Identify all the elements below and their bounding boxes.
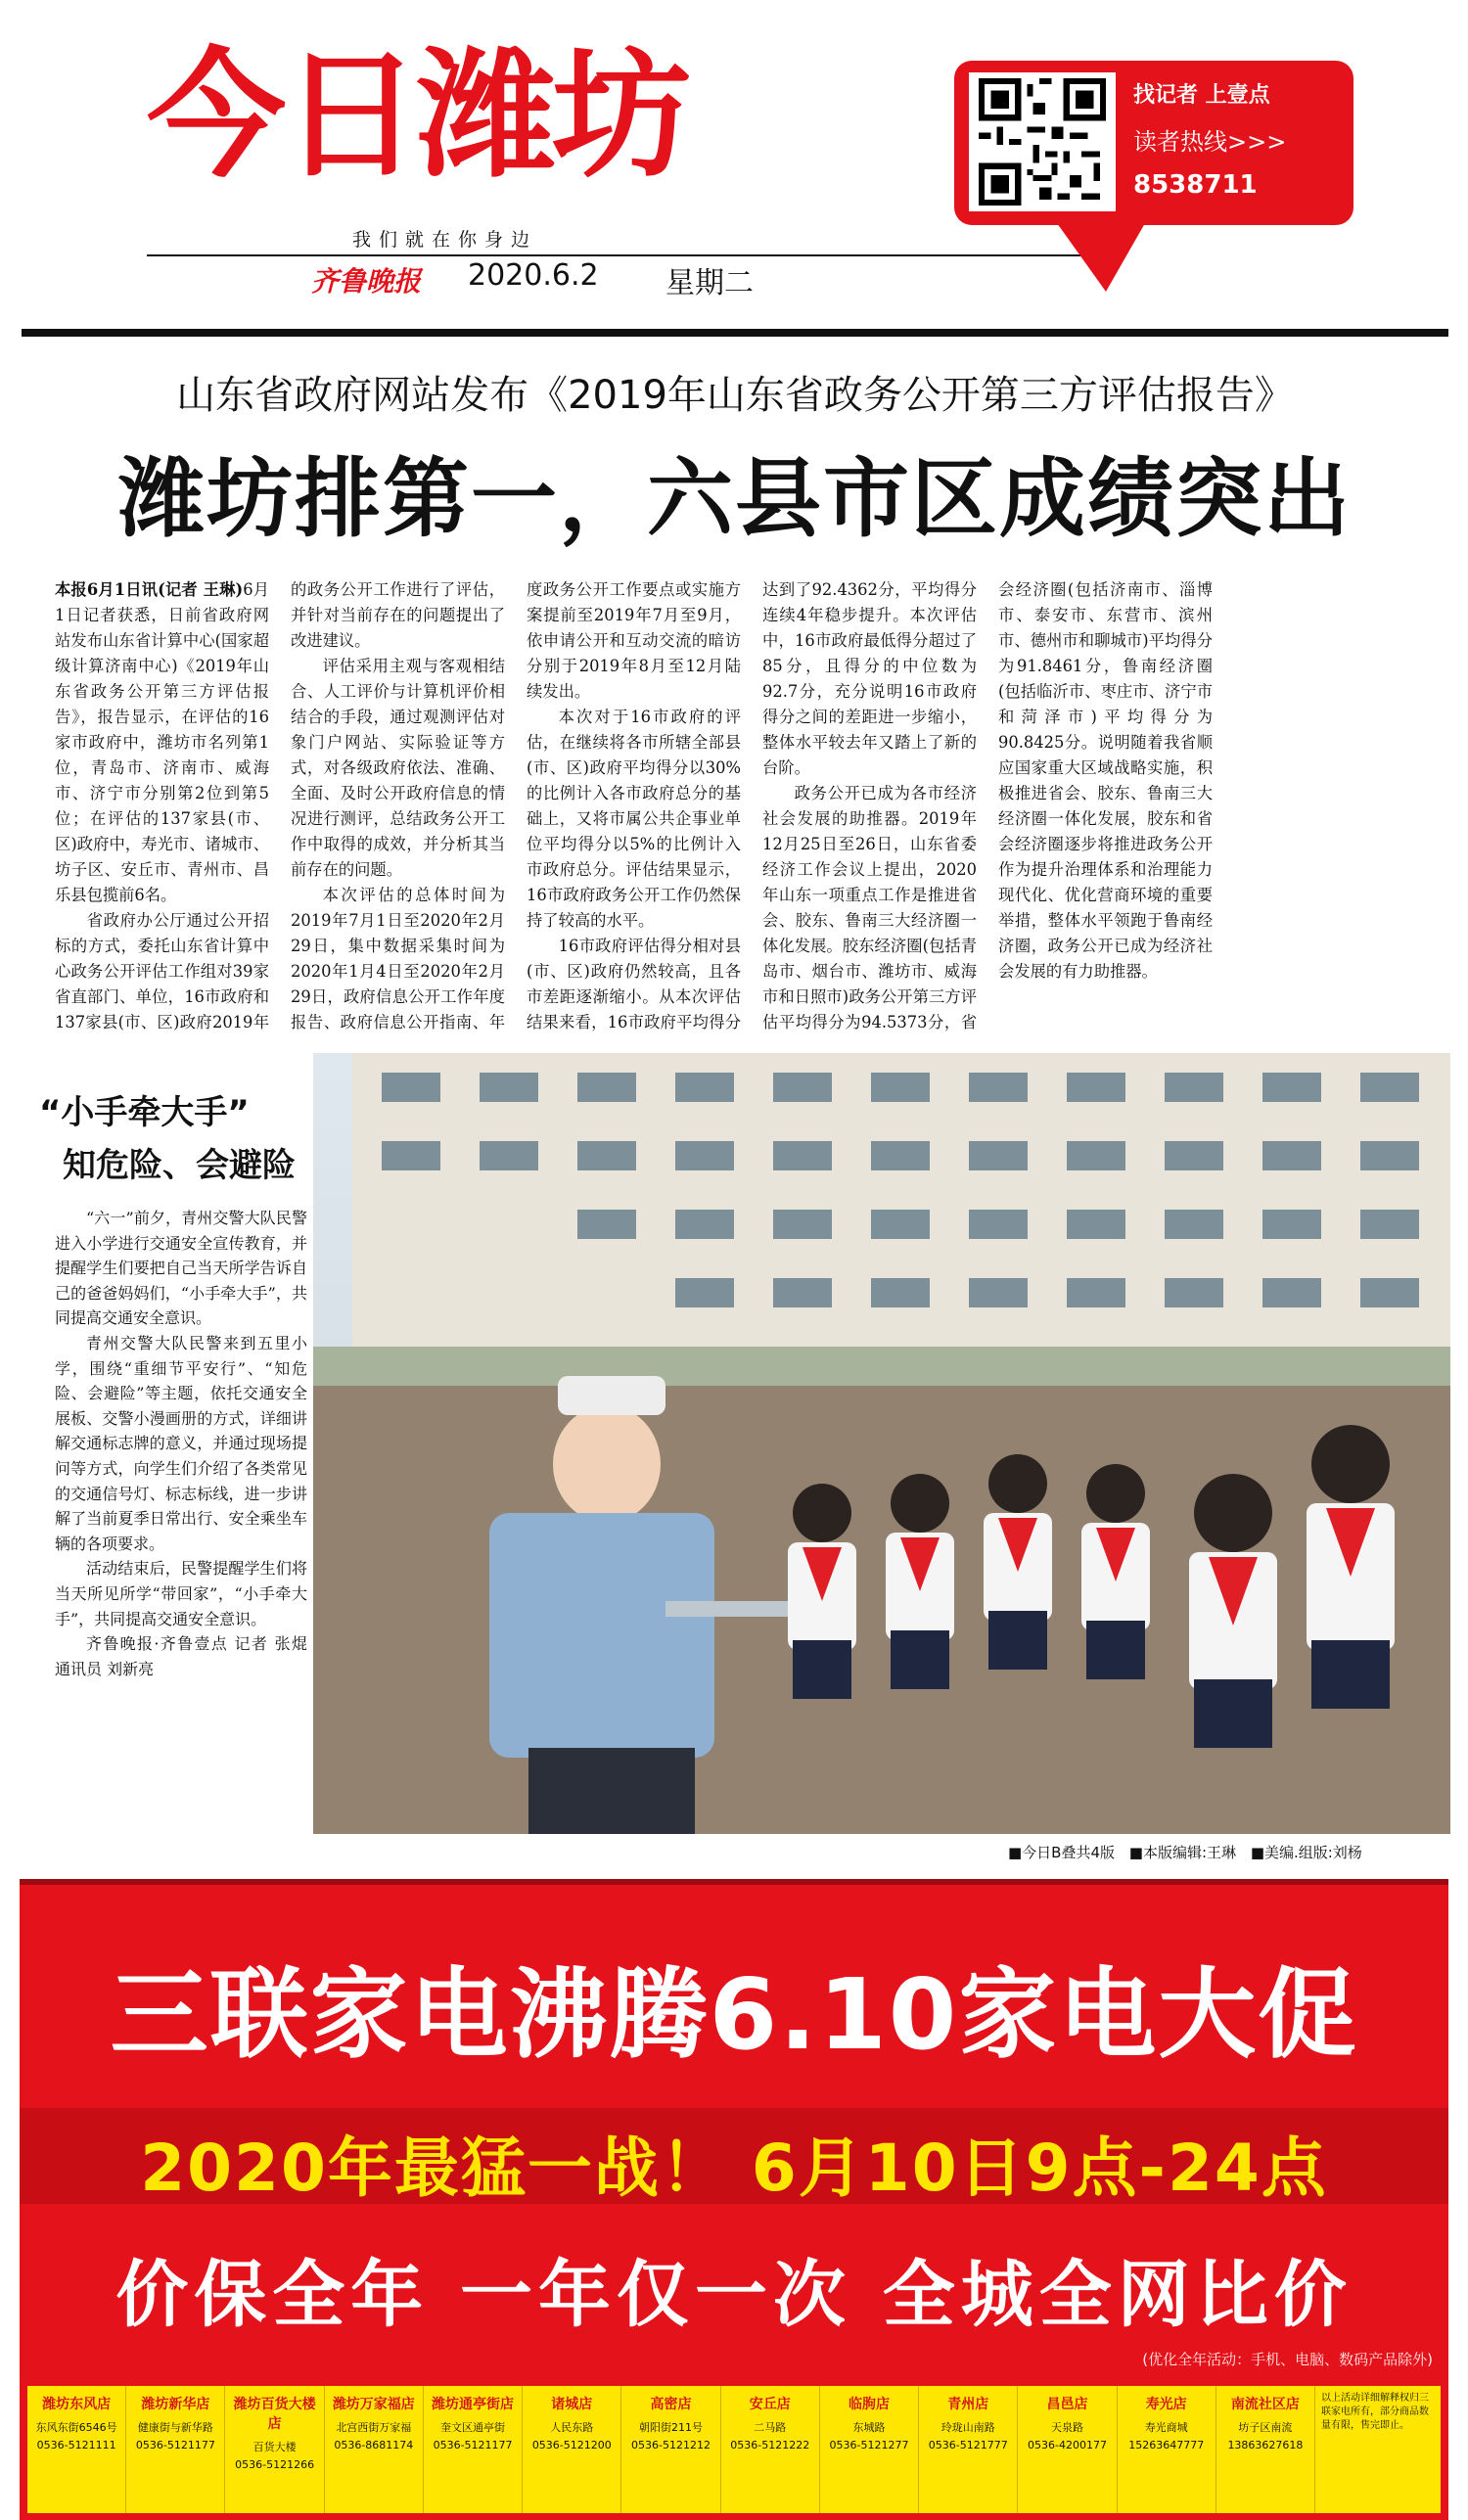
store-name: 南流社区店 — [1230, 2397, 1300, 2412]
lead-paragraph-7: 政务公开已成为各市经济社会发展的助推器。2019年12月25日至26日，山东省委经济工作会议上提出，2020年山东一项重点工作是推进省会、胶东、鲁南三大经济圈一体化发展。胶东经济圈(包括青岛市、烟台市、潍坊市、威海市和日照市)政务公开第三方评估平均得分为94.5373分，省会经济圈(包括济南市、淄博市、泰安市、东营市、滨州市、德州市和聊城市)平均得分为91.8461分，鲁南经济圈(包括临沂市、枣庄市、济宁市和菏泽市)平均得分为90.8425分。说明随着我省顺应国家重大区域战略实施，积极推进省会、胶东、鲁南三大经济圈一体化发展，胶东和省会经济圈逐步将推进政务公开作为提升治理体系和治理能力现代化、优化营商环境的重要举措，整体水平领跑于鲁南经济圈，政务公开已成为经济社会发展的有力助推器。 — [762, 580, 1213, 1031]
story2-paragraph-3: 活动结束后，民警提醒学生们将当天所见所学“带回家”，“小手牵大手”，共同提高交通安全意识。 — [55, 1559, 307, 1628]
lead-headline: 潍坊排第一，六县市区成绩突出 — [117, 448, 1352, 549]
store-phone: 0536-5121266 — [235, 2458, 315, 2471]
editor-credits — [998, 1842, 1362, 1862]
store-address: 玲珑山南路 — [940, 2421, 995, 2434]
contact-phone: 8538711 — [1133, 170, 1258, 200]
store-address: 健康街与新华路 — [137, 2421, 213, 2434]
lead-article-body — [55, 577, 1448, 1037]
lead-paragraph-5: 本次对于16市政府的评估，在继续将各市所辖全部县(市、区)政府平均得分以30%的比例计入各市政府总分的基础上，又将市属公共企事业单位平均得分以5%的比例计入市政府总分。评估结果显示，16市政府政务公开工作仍然保持了较高的水平。 — [527, 708, 741, 930]
section-divider — [22, 329, 1448, 337]
masthead — [0, 0, 1468, 323]
store-list — [27, 2386, 1441, 2513]
ad-note: (优化全年活动：手机、电脑、数码产品除外) — [1142, 2351, 1433, 2368]
store-name: 诸城店 — [551, 2397, 593, 2412]
store-address: 朝阳街211号 — [639, 2421, 704, 2434]
store-item — [1118, 2386, 1216, 2513]
masthead-rule — [147, 254, 1116, 256]
story2-title-line-1: “小手牵大手” — [39, 1093, 250, 1132]
store-name: 昌邑店 — [1046, 2397, 1088, 2412]
store-name: 潍坊百货大楼店 — [233, 2397, 316, 2432]
store-item — [820, 2386, 919, 2513]
store-name: 安丘店 — [749, 2397, 791, 2412]
contact-line-1: 找记者 上壹点 — [1133, 83, 1270, 108]
store-address: 北宫西街万家福 — [336, 2421, 412, 2434]
lead-paragraph-6: 16市政府评估得分相对县(市、区)政府仍然较高，且各市差距逐渐缩小。从本次评估结果来看，16市政府平均得分达到了92.4362分，平均得分连续4年稳步提升。本次评估中，16市政府最低得分超过了85分，且得分的中位数为92.7分，充分说明16市政府得分之间的差距进一步缩小，整体水平较去年又踏上了新的台阶。 — [527, 580, 977, 1031]
masthead-title: 今日潍坊 — [147, 35, 687, 197]
lead-kicker: 山东省政府网站发布《2019年山东省政务公开第三方评估报告》 — [176, 373, 1294, 418]
issue-date: 2020.6.2 — [468, 258, 599, 293]
page-count: ■今日B叠共4版 — [1008, 1844, 1116, 1861]
store-phone: 0536-5121222 — [730, 2439, 810, 2451]
store-list-note: 以上活动详细解释权归三联家电所有，部分商品数量有限，售完即止。 — [1321, 2393, 1430, 2431]
page-editor: ■本版编辑:王琳 — [1128, 1844, 1237, 1861]
store-address: 百货大楼 — [252, 2441, 297, 2453]
store-name: 临朐店 — [848, 2397, 890, 2412]
ad-title: 三联家电沸腾6.10家电大促 — [110, 1957, 1358, 2072]
store-item — [325, 2386, 424, 2513]
lead-paragraph-4: 本次评估的总体时间为2019年7月1日至2020年2月29日，集中数据采集时间为2020年1月4日至2020年2月29日，政府信息公开工作年度报告、政府信息公开指南、年度政务公开工作要点或实施方案提前至2019年7月至9月，依申请公开和互动交流的暗访分别于2019年8月至12月陆续发出。 — [291, 580, 741, 1031]
store-phone: 0536-5121277 — [829, 2439, 909, 2451]
store-phone: 0536-5121777 — [928, 2439, 1008, 2451]
masthead-slogan: 我们就在你身边 — [352, 229, 538, 251]
issue-weekday: 星期二 — [665, 266, 754, 300]
store-item — [523, 2386, 621, 2513]
store-address: 天泉路 — [1050, 2421, 1083, 2434]
lead-paragraph-3: 评估采用主观与客观相结合、人工评价与计算机评价相结合的手段，通过观测评估对象门户网站、实际验证等方式，对各级政府依法、准确、全面、及时公开政府信息的情况进行测评，总结政务公开工作中取得的成效，并分析其当前存在的问题。 — [291, 657, 505, 879]
page-designer: ■美编.组版:刘杨 — [1250, 1844, 1362, 1861]
store-name: 寿光店 — [1145, 2397, 1187, 2412]
store-phone: 0536-4200177 — [1027, 2439, 1107, 2451]
store-phone: 0536-5121111 — [36, 2439, 116, 2451]
news-photo — [313, 1053, 1450, 1834]
advertisement — [20, 1879, 1448, 2520]
contact-text — [1133, 78, 1286, 200]
story2-paragraph-1: “六一”前夕，青州交警大队民警进入小学进行交通安全宣传教育，并提醒学生们要把自己当天所学告诉自己的爸爸妈妈们，“小手牵大手”，共同提高交通安全意识。 — [55, 1209, 307, 1328]
store-name: 潍坊万家福店 — [332, 2397, 415, 2412]
lead-paragraph-1-text: 6月1日记者获悉，日前省政府网站发布山东省计算中心(国家超级计算济南中心)《2019年山东省政务公开第三方评估报告》，报告显示，在评估的16家市政府中，潍坊市名列第1位，青岛市、济南市、威海市、济宁市分别第2位到第5位；在评估的137家县(市、区)政府中，寿光市、诸城市、坊子区、安丘市、青州市、昌乐县包揽前6名。 — [55, 580, 270, 904]
store-name: 潍坊东风店 — [42, 2397, 112, 2412]
story2-signature: 齐鲁晚报·齐鲁壹点 记者 张焜 通讯员 刘新亮 — [55, 1634, 307, 1678]
ad-slogan: 价保全年 一年仅一次 全城全网比价 — [115, 2253, 1353, 2337]
store-address: 坊子区南流 — [1238, 2421, 1293, 2434]
ad-subtitle: 2020年最猛一战！ 6月10日9点-24点 — [140, 2131, 1328, 2206]
store-phone: 15263647777 — [1128, 2439, 1205, 2451]
contact-bubble-tail — [1057, 223, 1145, 292]
story2-title-line-2: 知危险、会避险 — [63, 1146, 296, 1185]
store-item — [424, 2386, 523, 2513]
store-address: 人民东路 — [550, 2421, 594, 2434]
lead-paragraph-1 — [55, 577, 269, 908]
store-address: 东城路 — [852, 2421, 886, 2434]
store-phone: 13863627618 — [1227, 2439, 1304, 2451]
store-phone: 0536-5121212 — [631, 2439, 711, 2451]
lead-byline: 本报6月1日讯(记者 王琳) — [55, 580, 244, 599]
story2-paragraph-2: 青州交警大队民警来到五里小学，围绕“重细节平安行”、“知危险、会避险”等主题，依托交通安全展板、交警小漫画册的方式，详细讲解交通标志牌的意义，并通过现场提问等方式，向学生们介绍了各类常见的交通信号灯、标志标线，进一步讲解了当前夏季日常出行、安全乘坐车辆的各项要求。 — [55, 1333, 307, 1553]
brand-logo: 齐鲁晚报 — [311, 265, 422, 298]
store-address: 奎文区通亭街 — [440, 2421, 506, 2434]
store-phone: 0536-5121177 — [433, 2439, 513, 2451]
qr-code-icon[interactable] — [969, 72, 1116, 211]
lead-paragraph-2: 省政府办公厅通过公开招标的方式，委托山东省计算中心政务公开评估工作组对39家省直部门、单位，16市政府和137家县(市、区)政府2019年的政务公开工作进行了评估，并针对当前存在的问题提出了改进建议。 — [55, 580, 505, 1031]
store-item — [1216, 2386, 1315, 2513]
store-item — [225, 2386, 324, 2513]
store-item — [721, 2386, 820, 2513]
store-item — [27, 2386, 126, 2513]
store-name: 高密店 — [650, 2397, 692, 2412]
store-item — [919, 2386, 1018, 2513]
store-item — [1018, 2386, 1117, 2513]
store-address: 二马路 — [754, 2421, 787, 2434]
store-name: 青州店 — [947, 2397, 989, 2412]
store-address: 东风东街6546号 — [35, 2421, 117, 2434]
store-address: 寿光商城 — [1144, 2421, 1188, 2434]
store-phone: 0536-5121177 — [135, 2439, 215, 2451]
store-phone: 0536-8681174 — [334, 2439, 414, 2451]
store-name: 潍坊新华店 — [141, 2397, 210, 2412]
story2-title — [39, 1086, 313, 1192]
story2-body — [55, 1206, 307, 1681]
store-name: 潍坊通亭街店 — [432, 2397, 515, 2412]
store-item — [621, 2386, 720, 2513]
store-phone: 0536-5121200 — [531, 2439, 612, 2451]
store-item — [126, 2386, 225, 2513]
contact-line-2: 读者热线>>> — [1133, 128, 1287, 156]
